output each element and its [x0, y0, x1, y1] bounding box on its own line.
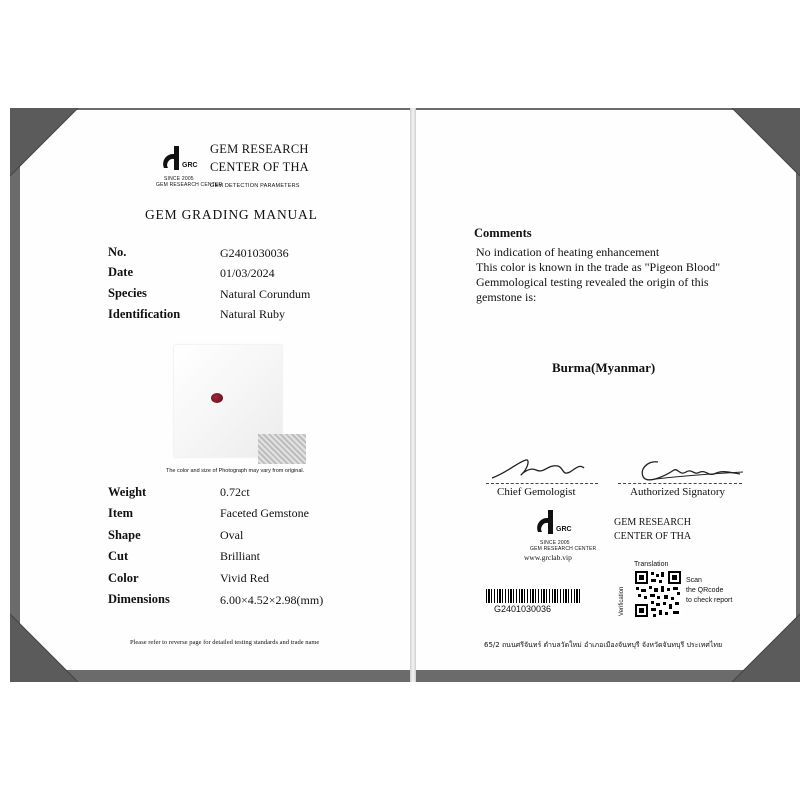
field-value-item: Faceted Gemstone: [220, 506, 309, 520]
field-label-dimensions: Dimensions: [108, 592, 170, 606]
field-value-identification: Natural Ruby: [220, 307, 285, 321]
logo-subtitle: GEM RESEARCH CENTER: [156, 182, 223, 188]
authorized-signatory-label: Authorized Signatory: [630, 486, 726, 498]
field-label-weight: Weight: [108, 485, 147, 499]
field-value-weight: 0.72ct: [220, 485, 250, 499]
comment-line-3: Gemmological testing revealed the origin of this: [476, 275, 709, 289]
comment-line-2: This color is known in the trade as "Pigeon Blood": [476, 260, 721, 274]
logo-since-right: SINCE 2005: [540, 540, 570, 546]
comment-line-1: No indication of heating enhancement: [476, 245, 660, 259]
logo-mark-text: GRC: [182, 162, 198, 169]
chief-gemologist-signature: [488, 452, 588, 486]
field-value-no: G2401030036: [220, 246, 289, 260]
field-value-species: Natural Corundum: [220, 287, 311, 301]
field-value-color: Vivid Red: [220, 571, 269, 585]
field-label-identification: Identification: [108, 307, 181, 321]
ruby-gem-image: [211, 393, 223, 403]
org-name-line2: CENTER OF THA: [210, 160, 309, 174]
field-label-cut: Cut: [108, 549, 129, 563]
field-value-shape: Oval: [220, 528, 244, 542]
website: www.grclab.vip: [524, 553, 572, 562]
field-label-item: Item: [108, 506, 133, 520]
qr-side-label: Verification: [619, 586, 625, 616]
field-label-no: No.: [108, 245, 127, 259]
org-name-right-line2: CENTER OF THA: [614, 531, 692, 542]
field-value-dimensions: 6.00×4.52×2.98(mm): [220, 593, 324, 607]
logo-mark-text-right: GRC: [556, 526, 572, 533]
authorized-signatory-signature: [628, 452, 748, 486]
logo-since: SINCE 2005: [164, 176, 194, 182]
qr-heading: Translation: [634, 561, 669, 568]
grc-logo-right-icon: [530, 506, 580, 540]
barcode-number: G2401030036: [494, 604, 552, 614]
signature-line-2: [618, 483, 742, 484]
qr-text-2: the QRcode: [686, 587, 724, 594]
barcode: [486, 589, 582, 603]
footnote: Please refer to reverse page for detailed testing standards and trade name: [130, 639, 320, 646]
org-name-right-line1: GEM RESEARCH: [614, 517, 691, 528]
field-value-date: 01/03/2024: [220, 266, 275, 280]
photo-caption: The color and size of Photograph may vary from original.: [166, 468, 305, 474]
qr-text-1: Scan: [686, 577, 702, 584]
hologram-sticker: [258, 434, 306, 464]
document-title: GEM GRADING MANUAL: [145, 207, 318, 222]
qr-code-icon[interactable]: [634, 570, 682, 618]
qr-instructions: [686, 576, 732, 606]
chief-gemologist-label: Chief Gemologist: [497, 486, 576, 498]
field-value-cut: Brilliant: [220, 549, 260, 563]
grc-logo: [156, 142, 223, 190]
logo-subtitle-right: GEM RESEARCH CENTER: [530, 546, 597, 552]
lab-address: 65/2 ถนนศรีจันทร์ ตำบลวัดใหม่ อำเภอเมืองจันทบุรี จังหวัดจันทบุรี ประเทศไทย: [484, 641, 723, 649]
grc-logo-icon: [156, 142, 206, 176]
origin-result: Burma(Myanmar): [552, 360, 656, 375]
field-label-date: Date: [108, 265, 133, 279]
signature-line-1: [486, 483, 598, 484]
org-name-line1: GEM RESEARCH: [210, 142, 309, 156]
field-label-species: Species: [108, 286, 147, 300]
qr-text-3: to check report: [686, 597, 733, 604]
comments-heading: Comments: [474, 226, 532, 240]
field-label-shape: Shape: [108, 528, 141, 542]
field-label-color: Color: [108, 571, 139, 585]
comment-line-4: gemstone is:: [476, 290, 537, 304]
org-subtitle: GEM DETECTION PARAMETERS: [210, 183, 300, 189]
